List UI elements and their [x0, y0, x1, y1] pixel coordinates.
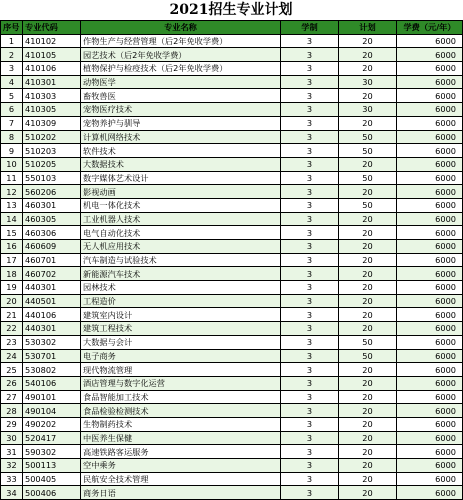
cell-plan: 20 — [339, 281, 397, 295]
cell-plan: 20 — [339, 459, 397, 473]
cell-code: 560206 — [23, 185, 81, 199]
cell-index: 2 — [1, 48, 23, 62]
table-row — [1, 171, 463, 185]
cell-code: 440301 — [23, 322, 81, 336]
table-body — [1, 34, 463, 499]
cell-major-name: 数字媒体艺术设计 — [81, 171, 281, 185]
cell-duration: 3 — [281, 198, 339, 212]
cell-major-name: 高速铁路客运服务 — [81, 445, 281, 459]
table-row — [1, 431, 463, 445]
cell-code: 440301 — [23, 281, 81, 295]
cell-fee: 6000 — [397, 75, 463, 89]
table-row — [1, 445, 463, 459]
cell-plan: 50 — [339, 130, 397, 144]
cell-fee: 6000 — [397, 294, 463, 308]
cell-fee: 6000 — [397, 116, 463, 130]
table-row — [1, 308, 463, 322]
table-row — [1, 486, 463, 500]
cell-major-name: 动物医学 — [81, 75, 281, 89]
cell-fee: 6000 — [397, 267, 463, 281]
cell-fee: 6000 — [397, 185, 463, 199]
header-name: 专业名称 — [81, 21, 281, 35]
cell-duration: 3 — [281, 459, 339, 473]
cell-fee: 6000 — [397, 34, 463, 48]
cell-fee: 6000 — [397, 349, 463, 363]
cell-index: 23 — [1, 335, 23, 349]
cell-code: 510205 — [23, 157, 81, 171]
cell-major-name: 作物生产与经营管理（后2年免收学费） — [81, 34, 281, 48]
cell-code: 530802 — [23, 363, 81, 377]
table-row — [1, 404, 463, 418]
cell-major-name: 民航安全技术管理 — [81, 472, 281, 486]
cell-fee: 6000 — [397, 144, 463, 158]
cell-code: 460701 — [23, 253, 81, 267]
cell-code: 410305 — [23, 103, 81, 117]
cell-major-name: 酒店管理与数字化运营 — [81, 376, 281, 390]
cell-plan: 50 — [339, 198, 397, 212]
cell-fee: 6000 — [397, 445, 463, 459]
cell-code: 510203 — [23, 144, 81, 158]
cell-plan: 20 — [339, 431, 397, 445]
cell-index: 8 — [1, 130, 23, 144]
cell-code: 410102 — [23, 34, 81, 48]
cell-duration: 3 — [281, 404, 339, 418]
cell-fee: 6000 — [397, 486, 463, 500]
table-row — [1, 75, 463, 89]
cell-major-name: 软件技术 — [81, 144, 281, 158]
cell-fee: 6000 — [397, 322, 463, 336]
cell-code: 460306 — [23, 226, 81, 240]
cell-fee: 6000 — [397, 281, 463, 295]
cell-duration: 3 — [281, 417, 339, 431]
cell-duration: 3 — [281, 322, 339, 336]
cell-index: 34 — [1, 486, 23, 500]
cell-major-name: 电子商务 — [81, 349, 281, 363]
cell-fee: 6000 — [397, 62, 463, 76]
cell-fee: 6000 — [397, 363, 463, 377]
table-row — [1, 253, 463, 267]
cell-fee: 6000 — [397, 212, 463, 226]
cell-code: 550103 — [23, 171, 81, 185]
cell-major-name: 大数据与会计 — [81, 335, 281, 349]
cell-fee: 6000 — [397, 431, 463, 445]
cell-index: 26 — [1, 376, 23, 390]
cell-duration: 3 — [281, 390, 339, 404]
cell-index: 22 — [1, 322, 23, 336]
cell-major-name: 生物制药技术 — [81, 417, 281, 431]
cell-plan: 20 — [339, 445, 397, 459]
cell-plan: 20 — [339, 472, 397, 486]
table-row — [1, 226, 463, 240]
table-row — [1, 267, 463, 281]
cell-index: 11 — [1, 171, 23, 185]
cell-plan: 20 — [339, 48, 397, 62]
cell-duration: 3 — [281, 116, 339, 130]
cell-major-name: 食品智能加工技术 — [81, 390, 281, 404]
cell-duration: 3 — [281, 445, 339, 459]
cell-code: 440106 — [23, 308, 81, 322]
cell-plan: 20 — [339, 89, 397, 103]
cell-index: 21 — [1, 308, 23, 322]
cell-duration: 3 — [281, 75, 339, 89]
cell-duration: 3 — [281, 48, 339, 62]
cell-major-name: 植物保护与检疫技术（后2年免收学费） — [81, 62, 281, 76]
cell-plan: 20 — [339, 185, 397, 199]
table-row — [1, 417, 463, 431]
cell-major-name: 新能源汽车技术 — [81, 267, 281, 281]
cell-major-name: 现代物流管理 — [81, 363, 281, 377]
cell-code: 460301 — [23, 198, 81, 212]
cell-plan: 20 — [339, 404, 397, 418]
cell-major-name: 工程造价 — [81, 294, 281, 308]
cell-major-name: 商务日语 — [81, 486, 281, 500]
header-plan: 计划 — [339, 21, 397, 35]
cell-index: 13 — [1, 198, 23, 212]
cell-major-name: 建筑室内设计 — [81, 308, 281, 322]
cell-plan: 20 — [339, 34, 397, 48]
cell-fee: 6000 — [397, 404, 463, 418]
cell-index: 28 — [1, 404, 23, 418]
cell-plan: 20 — [339, 294, 397, 308]
cell-fee: 6000 — [397, 376, 463, 390]
cell-index: 3 — [1, 62, 23, 76]
cell-major-name: 汽车制造与试验技术 — [81, 253, 281, 267]
cell-fee: 6000 — [397, 472, 463, 486]
cell-index: 32 — [1, 459, 23, 473]
cell-code: 510202 — [23, 130, 81, 144]
cell-index: 17 — [1, 253, 23, 267]
cell-index: 31 — [1, 445, 23, 459]
cell-fee: 6000 — [397, 130, 463, 144]
cell-plan: 20 — [339, 322, 397, 336]
cell-fee: 6000 — [397, 417, 463, 431]
cell-plan: 50 — [339, 349, 397, 363]
cell-major-name: 食品检验检测技术 — [81, 404, 281, 418]
cell-code: 460609 — [23, 240, 81, 254]
cell-duration: 3 — [281, 34, 339, 48]
cell-duration: 3 — [281, 226, 339, 240]
cell-index: 33 — [1, 472, 23, 486]
cell-code: 530302 — [23, 335, 81, 349]
cell-code: 460702 — [23, 267, 81, 281]
cell-plan: 30 — [339, 103, 397, 117]
cell-plan: 20 — [339, 376, 397, 390]
cell-index: 12 — [1, 185, 23, 199]
table-row — [1, 390, 463, 404]
table-row — [1, 116, 463, 130]
cell-plan: 20 — [339, 62, 397, 76]
cell-duration: 3 — [281, 171, 339, 185]
table-row — [1, 376, 463, 390]
cell-duration: 3 — [281, 144, 339, 158]
cell-major-name: 宠物养护与驯导 — [81, 116, 281, 130]
cell-code: 590302 — [23, 445, 81, 459]
cell-index: 4 — [1, 75, 23, 89]
table-row — [1, 472, 463, 486]
cell-code: 520417 — [23, 431, 81, 445]
enrollment-table — [0, 20, 463, 500]
cell-major-name: 畜牧兽医 — [81, 89, 281, 103]
cell-code: 530701 — [23, 349, 81, 363]
table-row — [1, 363, 463, 377]
cell-duration: 3 — [281, 212, 339, 226]
cell-fee: 6000 — [397, 89, 463, 103]
cell-duration: 3 — [281, 486, 339, 500]
table-row — [1, 89, 463, 103]
cell-major-name: 园艺技术（后2年免收学费） — [81, 48, 281, 62]
header-duration: 学制 — [281, 21, 339, 35]
cell-code: 540106 — [23, 376, 81, 390]
table-row — [1, 103, 463, 117]
cell-plan: 20 — [339, 417, 397, 431]
cell-major-name: 中医养生保健 — [81, 431, 281, 445]
cell-code: 440501 — [23, 294, 81, 308]
cell-index: 19 — [1, 281, 23, 295]
cell-major-name: 宠物医疗技术 — [81, 103, 281, 117]
table-row — [1, 48, 463, 62]
header-code: 专业代码 — [23, 21, 81, 35]
cell-fee: 6000 — [397, 459, 463, 473]
cell-major-name: 机电一体化技术 — [81, 198, 281, 212]
table-row — [1, 335, 463, 349]
cell-duration: 3 — [281, 376, 339, 390]
cell-fee: 6000 — [397, 253, 463, 267]
cell-code: 490104 — [23, 404, 81, 418]
cell-duration: 3 — [281, 363, 339, 377]
cell-plan: 20 — [339, 390, 397, 404]
table-header — [1, 21, 463, 35]
header-row — [1, 21, 463, 35]
cell-plan: 50 — [339, 144, 397, 158]
cell-major-name: 无人机应用技术 — [81, 240, 281, 254]
table-row — [1, 459, 463, 473]
cell-duration: 3 — [281, 157, 339, 171]
cell-fee: 6000 — [397, 157, 463, 171]
table-row — [1, 322, 463, 336]
cell-index: 25 — [1, 363, 23, 377]
cell-plan: 50 — [339, 171, 397, 185]
cell-duration: 3 — [281, 431, 339, 445]
cell-duration: 3 — [281, 335, 339, 349]
cell-fee: 6000 — [397, 171, 463, 185]
cell-plan: 20 — [339, 486, 397, 500]
cell-fee: 6000 — [397, 335, 463, 349]
cell-index: 20 — [1, 294, 23, 308]
cell-duration: 3 — [281, 185, 339, 199]
cell-code: 500113 — [23, 459, 81, 473]
cell-major-name: 园林技术 — [81, 281, 281, 295]
cell-code: 410106 — [23, 62, 81, 76]
cell-major-name: 电气自动化技术 — [81, 226, 281, 240]
cell-duration: 3 — [281, 349, 339, 363]
table-row — [1, 157, 463, 171]
cell-duration: 3 — [281, 89, 339, 103]
cell-duration: 3 — [281, 308, 339, 322]
table-row — [1, 144, 463, 158]
cell-duration: 3 — [281, 240, 339, 254]
table-row — [1, 62, 463, 76]
cell-duration: 3 — [281, 294, 339, 308]
cell-fee: 6000 — [397, 48, 463, 62]
cell-code: 490202 — [23, 417, 81, 431]
table-row — [1, 212, 463, 226]
cell-code: 410105 — [23, 48, 81, 62]
cell-fee: 6000 — [397, 103, 463, 117]
cell-plan: 20 — [339, 308, 397, 322]
table-row — [1, 185, 463, 199]
cell-major-name: 工业机器人技术 — [81, 212, 281, 226]
cell-index: 5 — [1, 89, 23, 103]
cell-duration: 3 — [281, 253, 339, 267]
cell-plan: 20 — [339, 253, 397, 267]
cell-duration: 3 — [281, 62, 339, 76]
cell-duration: 3 — [281, 472, 339, 486]
cell-duration: 3 — [281, 103, 339, 117]
table-row — [1, 240, 463, 254]
cell-code: 460305 — [23, 212, 81, 226]
cell-code: 500405 — [23, 472, 81, 486]
cell-index: 24 — [1, 349, 23, 363]
cell-code: 410303 — [23, 89, 81, 103]
cell-major-name: 建筑工程技术 — [81, 322, 281, 336]
header-index: 序号 — [1, 21, 23, 35]
cell-index: 14 — [1, 212, 23, 226]
cell-index: 9 — [1, 144, 23, 158]
cell-plan: 20 — [339, 363, 397, 377]
cell-code: 410309 — [23, 116, 81, 130]
cell-plan: 30 — [339, 75, 397, 89]
cell-index: 1 — [1, 34, 23, 48]
cell-plan: 20 — [339, 212, 397, 226]
table-row — [1, 294, 463, 308]
cell-duration: 3 — [281, 130, 339, 144]
page-title: 2021招生专业计划 — [169, 2, 293, 18]
cell-index: 7 — [1, 116, 23, 130]
cell-plan: 20 — [339, 116, 397, 130]
cell-fee: 6000 — [397, 390, 463, 404]
cell-plan: 20 — [339, 157, 397, 171]
cell-index: 6 — [1, 103, 23, 117]
cell-major-name: 空中乘务 — [81, 459, 281, 473]
cell-fee: 6000 — [397, 198, 463, 212]
table-row — [1, 34, 463, 48]
cell-index: 16 — [1, 240, 23, 254]
table-row — [1, 198, 463, 212]
table-row — [1, 281, 463, 295]
header-fee: 学费（元/年） — [397, 21, 463, 35]
cell-fee: 6000 — [397, 226, 463, 240]
cell-index: 15 — [1, 226, 23, 240]
cell-duration: 3 — [281, 281, 339, 295]
cell-duration: 3 — [281, 267, 339, 281]
cell-index: 10 — [1, 157, 23, 171]
cell-plan: 50 — [339, 335, 397, 349]
cell-major-name: 计算机网络技术 — [81, 130, 281, 144]
cell-fee: 6000 — [397, 308, 463, 322]
cell-plan: 20 — [339, 267, 397, 281]
cell-code: 410301 — [23, 75, 81, 89]
cell-index: 29 — [1, 417, 23, 431]
cell-major-name: 影视动画 — [81, 185, 281, 199]
table-row — [1, 349, 463, 363]
cell-index: 18 — [1, 267, 23, 281]
cell-fee: 6000 — [397, 240, 463, 254]
cell-index: 27 — [1, 390, 23, 404]
cell-plan: 20 — [339, 240, 397, 254]
cell-code: 490101 — [23, 390, 81, 404]
cell-major-name: 大数据技术 — [81, 157, 281, 171]
cell-code: 500406 — [23, 486, 81, 500]
table-row — [1, 130, 463, 144]
cell-index: 30 — [1, 431, 23, 445]
cell-plan: 20 — [339, 226, 397, 240]
